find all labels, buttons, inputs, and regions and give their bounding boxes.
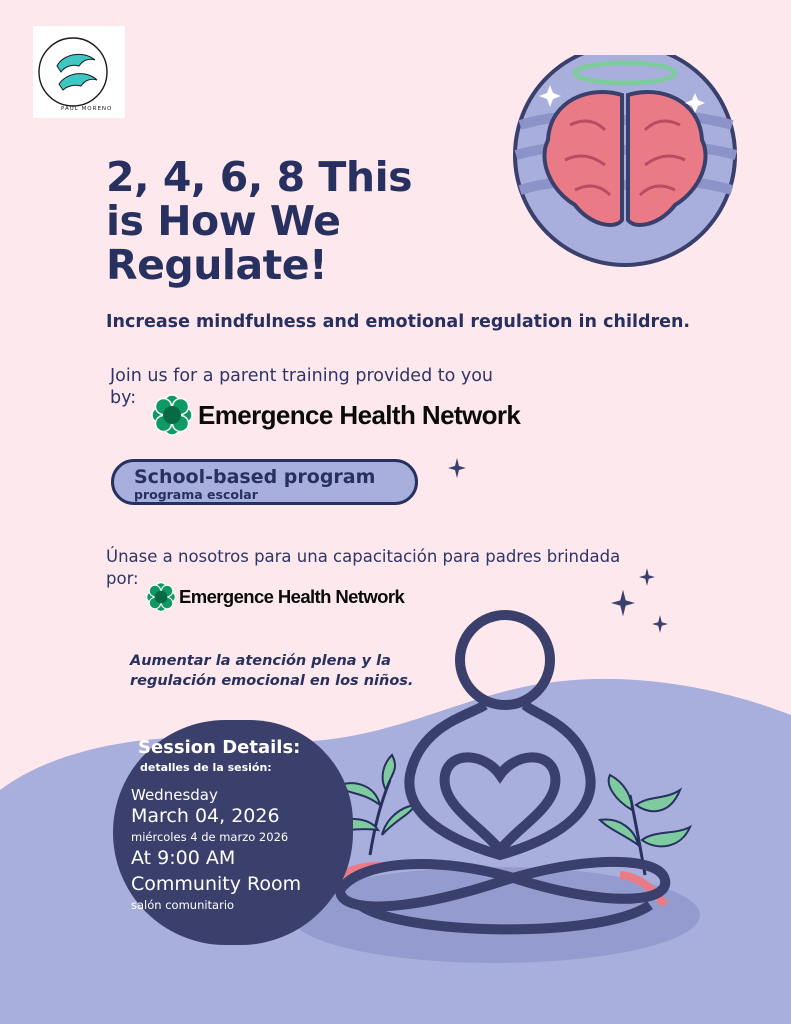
program-label-en: School-based program — [134, 466, 376, 488]
tagline-es: Aumentar la atención plena y la regulación emocional en los niños. — [130, 653, 414, 689]
session-date-en: March 04, 2026 — [131, 805, 280, 827]
logo-text: PAUL MORENO — [61, 106, 113, 112]
title-line-3: Regulate! — [106, 241, 328, 289]
session-heading-en: Session Details: — [138, 737, 301, 758]
session-day-en: Wednesday — [131, 786, 218, 804]
program-label-es: programa escolar — [134, 487, 258, 502]
intro-es-line-1: Únase a nosotros para una capacitación para padres brindada — [106, 547, 621, 566]
sparkle-icon — [448, 458, 466, 478]
subtitle: Increase mindfulness and emotional regulation in children. — [106, 312, 691, 332]
logo-badge — [33, 26, 125, 118]
title-line-1: 2, 4, 6, 8 This — [106, 153, 413, 201]
sparkle-icon — [639, 568, 655, 586]
session-time: At 9:00 AM — [131, 847, 236, 869]
meditation-figure-illustration — [320, 605, 700, 950]
session-location-es: salón comunitario — [131, 898, 235, 912]
program-pill — [111, 459, 418, 505]
session-date-es: miércoles 4 de marzo 2026 — [131, 830, 289, 844]
organization-name-large: Emergence Health Network — [198, 399, 521, 430]
organization-logo-large — [151, 394, 520, 436]
page-title — [106, 155, 486, 287]
title-line-2: is How We — [106, 197, 341, 245]
organization-name-small: Emergence Health Network — [179, 586, 405, 607]
intro-es-line-2: por: — [106, 569, 139, 588]
intro-en-line-1: Join us for a parent training provided to you — [110, 366, 494, 386]
ehn-logo-icon — [146, 582, 176, 612]
ehn-logo-icon — [151, 394, 193, 436]
brain-illustration — [510, 55, 740, 270]
dolphin-icon — [33, 26, 125, 118]
session-heading-es: detalles de la sesión: — [140, 761, 272, 774]
intro-en-line-2: by: — [110, 388, 137, 408]
session-location-en: Community Room — [131, 873, 302, 895]
